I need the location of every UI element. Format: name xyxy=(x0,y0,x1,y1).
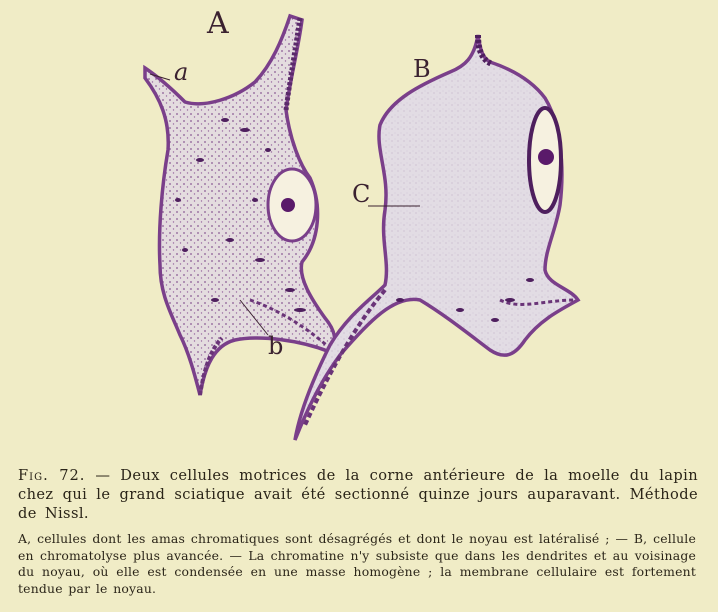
cell-b-nucleolus xyxy=(538,149,554,165)
caption-text: — Deux cellules motrices de la corne antérieure de la moelle du lapin chez qui le grand sciatique avait été sectionné quinze jours auparavant. Méthode de Nissl. xyxy=(18,467,698,522)
figure-legend: A, cellules dont les amas chromatiques sont désagrégés et dont le noyau est latéralisé ; — B, cellule en chromatolyse plus avancée. — La chromatine n'y subsiste que dans les dendrites et au voisinage du noyau, où elle est condensée en une masse homogène ; la membrane cellulaire est fortement tendue par le noyau. xyxy=(18,531,696,596)
cell-a-letter: A xyxy=(207,6,229,41)
label-c: C xyxy=(352,180,371,208)
label-b: b xyxy=(268,332,284,360)
cell-b xyxy=(295,35,578,440)
figure-caption xyxy=(18,466,698,523)
cell-b-body xyxy=(295,35,578,440)
cell-a-nucleolus xyxy=(281,198,295,212)
cell-b-letter: B xyxy=(413,55,431,83)
label-a: a xyxy=(174,58,189,86)
figure-number: Fig. 72. xyxy=(18,467,86,484)
